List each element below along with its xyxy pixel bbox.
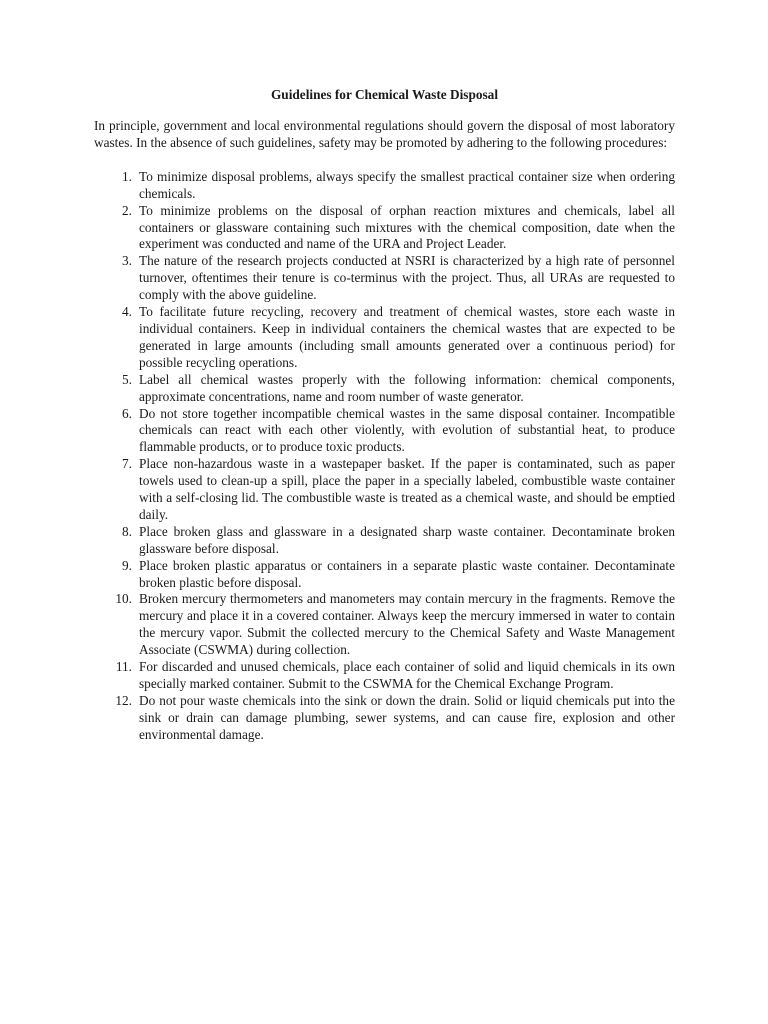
list-item-text: The nature of the research projects conducted at NSRI is characterized by a high rate of personnel turnover, oftentimes their tenure is co-terminus with the project. Thus, all URAs are requested to comply with the above guideline. [139, 253, 675, 303]
list-item-text: For discarded and unused chemicals, place each container of solid and liquid chemicals in its own specially marked container. Submit to the CSWMA for the Chemical Exchange Program. [139, 659, 675, 691]
list-item-text: Do not store together incompatible chemical wastes in the same disposal container. Incompatible chemicals can react with each other violently, with evolution of substantial heat, to produce flammable products, or to produce toxic products. [139, 405, 675, 455]
list-item [94, 169, 675, 203]
list-item-number: 8. [122, 523, 132, 539]
guidelines-list [94, 169, 675, 744]
list-item [94, 304, 675, 372]
list-item-text: Place broken glass and glassware in a designated sharp waste container. Decontaminate broken glassware before disposal. [139, 523, 675, 556]
list-item-text: To minimize problems on the disposal of orphan reaction mixtures and chemicals, label all containers or glassware containing such mixtures with the chemical composition, date when the experiment was conducted and name of the URA and Project Leader. [139, 202, 675, 252]
list-item-text: Do not pour waste chemicals into the sink or down the drain. Solid or liquid chemicals put into the sink or drain can damage plumbing, sewer systems, and can cause fire, explosion and other environmental damage. [139, 692, 675, 742]
list-item-text: Place broken plastic apparatus or containers in a separate plastic waste container. Decontaminate broken plastic before disposal. [139, 557, 675, 590]
list-item [94, 524, 675, 558]
list-item [94, 659, 675, 693]
document-title: Guidelines for Chemical Waste Disposal [270, 87, 499, 102]
list-item-text: Place non-hazardous waste in a wastepaper basket. If the paper is contaminated, such as paper towels used to clean-up a spill, place the paper in a specially labeled, combustible waste container with a self-closing lid. The combustible waste is treated as a chemical waste, and should be emptied daily. [139, 456, 675, 522]
list-item-number: 4. [122, 304, 132, 320]
list-item [94, 406, 675, 457]
list-item-number: 9. [122, 557, 132, 573]
list-item [94, 558, 675, 592]
document-page [94, 86, 675, 744]
list-item-number: 7. [122, 456, 132, 472]
list-item-number: 2. [122, 202, 132, 218]
list-item-text: To facilitate future recycling, recovery and treatment of chemical wastes, store each waste in individual containers. Keep in individual containers the chemical wastes that are expected to be generated in large amounts (including small amounts generated over a continuous period) for possible recycling operations. [139, 304, 675, 370]
list-item-number: 12. [115, 692, 132, 708]
list-item-number: 11. [115, 659, 132, 675]
list-item-number: 10. [115, 591, 132, 607]
list-item-number: 1. [122, 168, 132, 184]
list-item [94, 693, 675, 744]
list-item-number: 6. [122, 405, 132, 421]
list-item [94, 253, 675, 304]
list-item-text: Broken mercury thermometers and manometers may contain mercury in the fragments. Remove the mercury and place it in a covered container. Always keep the mercury immersed in water to contain the mercury vapor. Submit the collected mercury to the Chemical Safety and Waste Management Associate (CSWMA) during collection. [139, 591, 675, 658]
list-item [94, 456, 675, 524]
intro-paragraph: In principle, government and local environmental regulations should govern the disposal of most laboratory wastes. In the absence of such guidelines, safety may be promoted by adhering to the following procedures: [94, 118, 675, 150]
list-item-number: 3. [122, 253, 132, 269]
list-item-number: 5. [122, 371, 132, 387]
list-item [94, 203, 675, 254]
list-item [94, 591, 675, 659]
list-item [94, 372, 675, 406]
list-item-text: Label all chemical wastes properly with the following information: chemical components, approximate concentrations, name and room number of waste generator. [139, 371, 675, 404]
list-item-text: To minimize disposal problems, always specify the smallest practical container size when ordering chemicals. [139, 168, 675, 201]
